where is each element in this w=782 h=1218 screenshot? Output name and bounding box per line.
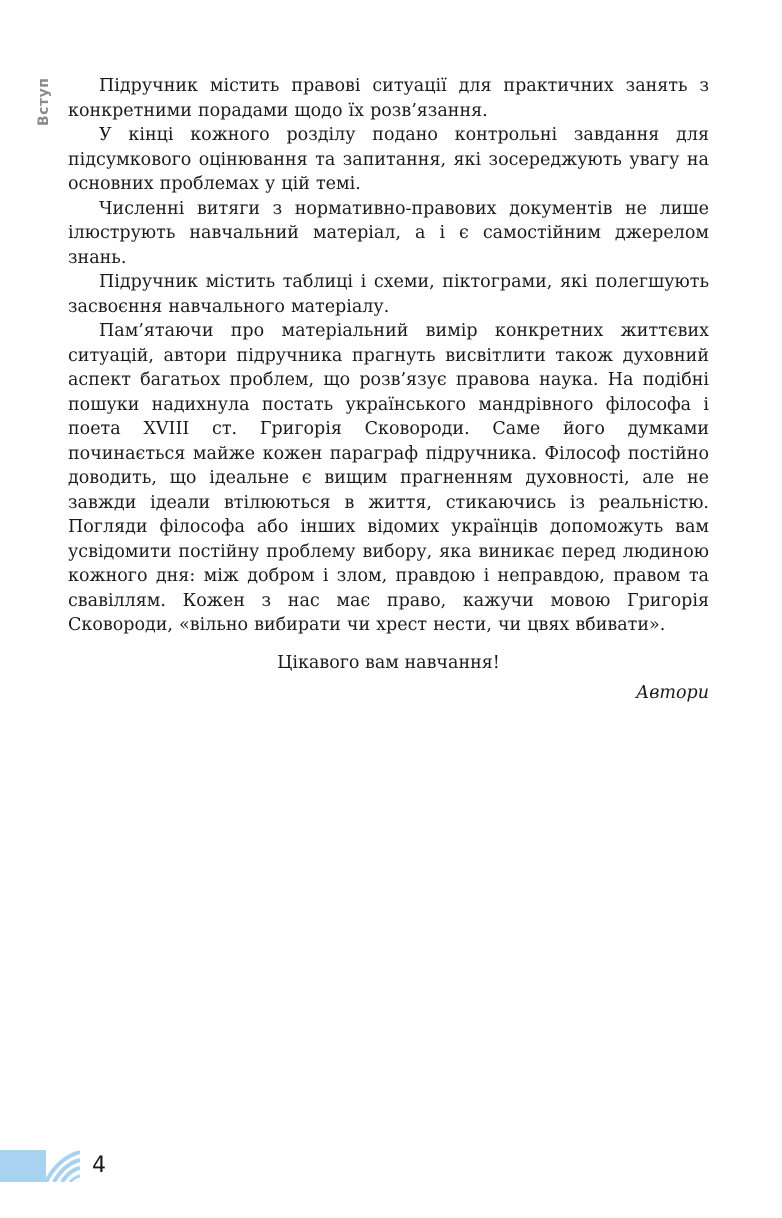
page-number: 4 bbox=[92, 1153, 106, 1178]
section-side-label: Вступ bbox=[36, 77, 52, 126]
footer-wave-decoration-icon bbox=[0, 1150, 80, 1182]
paragraph-5: Пам’ятаючи про матеріальний вимір конкретних життєвих ситуацій, автори підручника прагнуть висвітлити також духовний аспект багатьох проблем, що розв’язує правова наука. На подібні пошуки надихнула постать українського мандрівного філософа і поета XVIII ст. Григорія Сковороди. Саме його думками починається майже кожен параграф підручника. Філософ постійно доводить, що ідеальне є вищим прагненням духовності, але не завжди ідеали втілюються в життя, стикаючись із реальністю. Погляди філософа або інших відомих українців допоможуть вам усвідомити постійну проблему вибору, яка виникає перед людиною кожного дня: між добром і злом, правдою і неправдою, правом та свавіллям. Кожен з нас має право, кажучи мовою Григорія Сковороди, «вільно вибирати чи хрест нести, чи цвях вбивати». bbox=[68, 321, 709, 635]
paragraph-4: Підручник містить таблиці і схеми, піктограми, які полегшують засвоєння навчального матеріалу. bbox=[68, 272, 709, 317]
paragraph-1: Підручник містить правові ситуації для практичних занять з конкретними порадами щодо їх розв’язання. bbox=[68, 76, 709, 121]
main-text bbox=[68, 74, 709, 706]
closing-wish: Цікавого вам навчання! bbox=[277, 652, 500, 673]
paragraph-2: У кінці кожного розділу подано контрольні завдання для підсумкового оцінювання та запитання, які зосереджують увагу на основних проблемах у цій темі. bbox=[68, 125, 709, 194]
paragraph-3: Численні витяги з нормативно-правових документів не лише ілюструють навчальний матеріал, а і є самостійним джерелом знань. bbox=[68, 198, 709, 268]
authors-signature: Автори bbox=[635, 683, 709, 703]
